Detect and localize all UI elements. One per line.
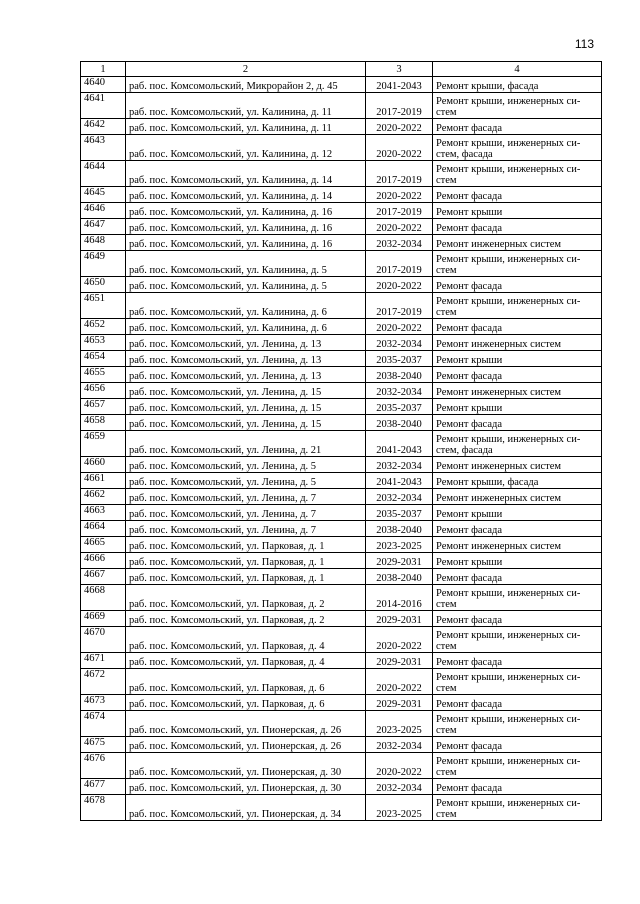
years-cell: 2032-2034 <box>366 779 433 795</box>
years-cell: 2035-2037 <box>366 505 433 521</box>
address-cell: раб. пос. Комсомольский, ул. Калинина, д. 12 <box>126 135 366 161</box>
work-type-cell <box>433 135 602 161</box>
table-row <box>81 351 602 367</box>
work-type-cell <box>433 489 602 505</box>
work-type-line: Ремонт крыши, инженерных си- <box>436 630 581 641</box>
work-type-cell <box>433 77 602 93</box>
row-number: 4669 <box>81 611 126 627</box>
work-type-line: Ремонт инженерных систем <box>436 493 562 504</box>
address-cell: раб. пос. Комсомольский, ул. Калинина, д. 16 <box>126 219 366 235</box>
work-type-line: стем <box>436 107 457 118</box>
row-number: 4657 <box>81 399 126 415</box>
row-number: 4666 <box>81 553 126 569</box>
work-type-line: Ремонт крыши, инженерных си- <box>436 434 581 445</box>
work-type-line: стем <box>436 599 457 610</box>
row-number: 4670 <box>81 627 126 653</box>
work-type-cell <box>433 119 602 135</box>
table-row <box>81 521 602 537</box>
table-row <box>81 795 602 821</box>
work-type-cell <box>433 277 602 293</box>
table-row <box>81 669 602 695</box>
years-cell: 2017-2019 <box>366 203 433 219</box>
years-cell: 2038-2040 <box>366 521 433 537</box>
work-type-line: стем <box>436 683 457 694</box>
work-type-cell <box>433 569 602 585</box>
years-cell: 2032-2034 <box>366 235 433 251</box>
row-number: 4648 <box>81 235 126 251</box>
work-type-line: Ремонт крыши <box>436 355 503 366</box>
years-cell: 2035-2037 <box>366 399 433 415</box>
header-col-4: 4 <box>433 62 602 77</box>
address-cell: раб. пос. Комсомольский, ул. Парковая, д. 6 <box>126 695 366 711</box>
table-row <box>81 779 602 795</box>
row-number: 4643 <box>81 135 126 161</box>
table-row <box>81 383 602 399</box>
address-cell: раб. пос. Комсомольский, ул. Калинина, д. 16 <box>126 203 366 219</box>
years-cell: 2032-2034 <box>366 489 433 505</box>
work-type-cell <box>433 251 602 277</box>
row-number: 4642 <box>81 119 126 135</box>
work-type-line: Ремонт крыши, фасада <box>436 81 539 92</box>
table-row <box>81 653 602 669</box>
address-cell: раб. пос. Комсомольский, ул. Пионерская, д. 26 <box>126 737 366 753</box>
work-type-line: Ремонт крыши, фасада <box>436 477 539 488</box>
table-header <box>81 62 602 77</box>
years-cell: 2017-2019 <box>366 93 433 119</box>
years-cell: 2029-2031 <box>366 553 433 569</box>
years-cell: 2014-2016 <box>366 585 433 611</box>
years-cell: 2017-2019 <box>366 251 433 277</box>
work-type-cell <box>433 457 602 473</box>
row-number: 4646 <box>81 203 126 219</box>
work-type-cell <box>433 383 602 399</box>
row-number: 4645 <box>81 187 126 203</box>
address-cell: раб. пос. Комсомольский, ул. Парковая, д. 4 <box>126 627 366 653</box>
work-type-line: стем <box>436 175 457 186</box>
years-cell: 2032-2034 <box>366 457 433 473</box>
table-row <box>81 473 602 489</box>
work-type-cell <box>433 521 602 537</box>
years-cell: 2020-2022 <box>366 669 433 695</box>
row-number: 4644 <box>81 161 126 187</box>
row-number: 4675 <box>81 737 126 753</box>
years-cell: 2020-2022 <box>366 277 433 293</box>
work-type-line: Ремонт фасада <box>436 323 503 334</box>
table-row <box>81 367 602 383</box>
work-type-line: Ремонт крыши <box>436 207 503 218</box>
address-cell: раб. пос. Комсомольский, ул. Калинина, д. 14 <box>126 187 366 203</box>
row-number: 4653 <box>81 335 126 351</box>
years-cell: 2041-2043 <box>366 431 433 457</box>
table-row <box>81 431 602 457</box>
row-number: 4662 <box>81 489 126 505</box>
address-cell: раб. пос. Комсомольский, ул. Калинина, д. 6 <box>126 319 366 335</box>
row-number: 4652 <box>81 319 126 335</box>
work-type-line: Ремонт крыши, инженерных си- <box>436 588 581 599</box>
years-cell: 2032-2034 <box>366 737 433 753</box>
address-cell: раб. пос. Комсомольский, ул. Калинина, д. 11 <box>126 119 366 135</box>
address-cell: раб. пос. Комсомольский, ул. Ленина, д. 13 <box>126 351 366 367</box>
address-cell: раб. пос. Комсомольский, ул. Пионерская, д. 26 <box>126 711 366 737</box>
work-type-line: Ремонт крыши, инженерных си- <box>436 672 581 683</box>
work-type-line: Ремонт фасада <box>436 419 503 430</box>
work-type-line: стем <box>436 725 457 736</box>
address-cell: раб. пос. Комсомольский, ул. Пионерская, д. 34 <box>126 795 366 821</box>
address-cell: раб. пос. Комсомольский, ул. Ленина, д. 7 <box>126 505 366 521</box>
row-number: 4656 <box>81 383 126 399</box>
address-cell: раб. пос. Комсомольский, ул. Парковая, д. 6 <box>126 669 366 695</box>
years-cell: 2038-2040 <box>366 367 433 383</box>
table-row <box>81 135 602 161</box>
work-type-cell <box>433 161 602 187</box>
work-type-cell <box>433 611 602 627</box>
address-cell: раб. пос. Комсомольский, ул. Парковая, д. 1 <box>126 569 366 585</box>
work-type-cell <box>433 219 602 235</box>
work-type-cell <box>433 235 602 251</box>
table-row <box>81 293 602 319</box>
years-cell: 2017-2019 <box>366 293 433 319</box>
table-row <box>81 489 602 505</box>
work-type-line: Ремонт фасада <box>436 741 503 752</box>
row-number: 4677 <box>81 779 126 795</box>
years-cell: 2020-2022 <box>366 219 433 235</box>
work-type-line: Ремонт крыши <box>436 403 503 414</box>
years-cell: 2041-2043 <box>366 77 433 93</box>
work-type-line: стем <box>436 767 457 778</box>
work-type-line: стем, фасада <box>436 445 493 456</box>
address-cell: раб. пос. Комсомольский, ул. Парковая, д. 4 <box>126 653 366 669</box>
work-type-line: Ремонт фасада <box>436 191 503 202</box>
row-number: 4651 <box>81 293 126 319</box>
table-row <box>81 203 602 219</box>
row-number: 4655 <box>81 367 126 383</box>
address-cell: раб. пос. Комсомольский, ул. Калинина, д. 6 <box>126 293 366 319</box>
years-cell: 2020-2022 <box>366 119 433 135</box>
years-cell: 2029-2031 <box>366 611 433 627</box>
work-type-line: Ремонт крыши <box>436 557 503 568</box>
years-cell: 2032-2034 <box>366 335 433 351</box>
table-row <box>81 753 602 779</box>
work-type-line: Ремонт фасада <box>436 699 503 710</box>
address-cell: раб. пос. Комсомольский, ул. Ленина, д. 15 <box>126 399 366 415</box>
table-row <box>81 319 602 335</box>
table-row <box>81 93 602 119</box>
table-row <box>81 251 602 277</box>
row-number: 4647 <box>81 219 126 235</box>
work-type-line: Ремонт фасада <box>436 525 503 536</box>
address-cell: раб. пос. Комсомольский, Микрорайон 2, д. 45 <box>126 77 366 93</box>
address-cell: раб. пос. Комсомольский, ул. Ленина, д. 5 <box>126 457 366 473</box>
header-row <box>81 62 602 77</box>
row-number: 4640 <box>81 77 126 93</box>
row-number: 4673 <box>81 695 126 711</box>
work-type-line: Ремонт фасада <box>436 783 503 794</box>
table-row <box>81 119 602 135</box>
years-cell: 2029-2031 <box>366 653 433 669</box>
row-number: 4671 <box>81 653 126 669</box>
row-number: 4672 <box>81 669 126 695</box>
work-type-cell <box>433 367 602 383</box>
work-type-cell <box>433 187 602 203</box>
table-row <box>81 569 602 585</box>
work-type-line: Ремонт фасада <box>436 573 503 584</box>
work-type-cell <box>433 431 602 457</box>
work-type-cell <box>433 537 602 553</box>
table-row <box>81 457 602 473</box>
years-cell: 2023-2025 <box>366 711 433 737</box>
work-type-cell <box>433 293 602 319</box>
table-row <box>81 585 602 611</box>
table-row <box>81 187 602 203</box>
table-row <box>81 537 602 553</box>
work-type-line: стем <box>436 265 457 276</box>
work-type-line: Ремонт крыши, инженерных си- <box>436 798 581 809</box>
address-cell: раб. пос. Комсомольский, ул. Калинина, д. 5 <box>126 251 366 277</box>
work-type-line: Ремонт крыши, инженерных си- <box>436 164 581 175</box>
work-type-line: Ремонт крыши, инженерных си- <box>436 96 581 107</box>
row-number: 4641 <box>81 93 126 119</box>
address-cell: раб. пос. Комсомольский, ул. Ленина, д. 7 <box>126 521 366 537</box>
address-cell: раб. пос. Комсомольский, ул. Пионерская, д. 30 <box>126 753 366 779</box>
address-cell: раб. пос. Комсомольский, ул. Ленина, д. 5 <box>126 473 366 489</box>
work-type-cell <box>433 711 602 737</box>
address-cell: раб. пос. Комсомольский, ул. Ленина, д. 13 <box>126 367 366 383</box>
work-type-line: Ремонт крыши, инженерных си- <box>436 254 581 265</box>
work-type-line: Ремонт фасада <box>436 657 503 668</box>
years-cell: 2023-2025 <box>366 795 433 821</box>
table-row <box>81 161 602 187</box>
row-number: 4660 <box>81 457 126 473</box>
table-row <box>81 399 602 415</box>
table-row <box>81 219 602 235</box>
years-cell: 2035-2037 <box>366 351 433 367</box>
address-cell: раб. пос. Комсомольский, ул. Ленина, д. 15 <box>126 383 366 399</box>
years-cell: 2020-2022 <box>366 135 433 161</box>
address-cell: раб. пос. Комсомольский, ул. Ленина, д. 21 <box>126 431 366 457</box>
work-type-cell <box>433 779 602 795</box>
table-row <box>81 737 602 753</box>
work-type-line: Ремонт фасада <box>436 615 503 626</box>
row-number: 4676 <box>81 753 126 779</box>
years-cell: 2020-2022 <box>366 627 433 653</box>
header-col-3: 3 <box>366 62 433 77</box>
work-type-cell <box>433 553 602 569</box>
table-row <box>81 611 602 627</box>
table-row <box>81 553 602 569</box>
work-type-cell <box>433 695 602 711</box>
work-type-line: стем, фасада <box>436 149 493 160</box>
years-cell: 2041-2043 <box>366 473 433 489</box>
years-cell: 2017-2019 <box>366 161 433 187</box>
row-number: 4649 <box>81 251 126 277</box>
work-type-line: Ремонт фасада <box>436 281 503 292</box>
table-row <box>81 415 602 431</box>
table-body <box>81 77 602 821</box>
row-number: 4678 <box>81 795 126 821</box>
work-type-cell <box>433 669 602 695</box>
row-number: 4663 <box>81 505 126 521</box>
repair-schedule-table <box>80 61 602 821</box>
work-type-cell <box>433 415 602 431</box>
work-type-line: Ремонт фасада <box>436 371 503 382</box>
work-type-line: стем <box>436 641 457 652</box>
header-col-2: 2 <box>126 62 366 77</box>
work-type-line: Ремонт инженерных систем <box>436 461 562 472</box>
work-type-cell <box>433 585 602 611</box>
page-number: 113 <box>574 37 594 51</box>
work-type-line: Ремонт инженерных систем <box>436 387 562 398</box>
work-type-line: Ремонт инженерных систем <box>436 339 562 350</box>
years-cell: 2029-2031 <box>366 695 433 711</box>
table-row <box>81 711 602 737</box>
address-cell: раб. пос. Комсомольский, ул. Парковая, д. 1 <box>126 553 366 569</box>
work-type-line: Ремонт крыши, инженерных си- <box>436 296 581 307</box>
row-number: 4668 <box>81 585 126 611</box>
row-number: 4658 <box>81 415 126 431</box>
address-cell: раб. пос. Комсомольский, ул. Калинина, д. 14 <box>126 161 366 187</box>
table-row <box>81 335 602 351</box>
work-type-cell <box>433 351 602 367</box>
address-cell: раб. пос. Комсомольский, ул. Калинина, д. 11 <box>126 93 366 119</box>
work-type-line: стем <box>436 809 457 820</box>
work-type-line: Ремонт крыши <box>436 509 503 520</box>
years-cell: 2038-2040 <box>366 569 433 585</box>
table-row <box>81 235 602 251</box>
row-number: 4667 <box>81 569 126 585</box>
work-type-cell <box>433 627 602 653</box>
row-number: 4650 <box>81 277 126 293</box>
years-cell: 2020-2022 <box>366 187 433 203</box>
work-type-line: Ремонт инженерных систем <box>436 239 562 250</box>
years-cell: 2020-2022 <box>366 753 433 779</box>
work-type-cell <box>433 473 602 489</box>
address-cell: раб. пос. Комсомольский, ул. Калинина, д. 16 <box>126 235 366 251</box>
row-number: 4665 <box>81 537 126 553</box>
work-type-line: Ремонт инженерных систем <box>436 541 562 552</box>
header-col-1: 1 <box>81 62 126 77</box>
years-cell: 2032-2034 <box>366 383 433 399</box>
work-type-cell <box>433 653 602 669</box>
row-number: 4674 <box>81 711 126 737</box>
work-type-line: Ремонт крыши, инженерных си- <box>436 714 581 725</box>
row-number: 4661 <box>81 473 126 489</box>
work-type-cell <box>433 203 602 219</box>
table-row <box>81 277 602 293</box>
table-row <box>81 505 602 521</box>
years-cell: 2038-2040 <box>366 415 433 431</box>
address-cell: раб. пос. Комсомольский, ул. Парковая, д. 2 <box>126 585 366 611</box>
work-type-line: стем <box>436 307 457 318</box>
work-type-line: Ремонт фасада <box>436 223 503 234</box>
work-type-cell <box>433 319 602 335</box>
table-row <box>81 77 602 93</box>
work-type-line: Ремонт крыши, инженерных си- <box>436 756 581 767</box>
address-cell: раб. пос. Комсомольский, ул. Пионерская, д. 30 <box>126 779 366 795</box>
years-cell: 2023-2025 <box>366 537 433 553</box>
table-row <box>81 695 602 711</box>
years-cell: 2020-2022 <box>366 319 433 335</box>
work-type-line: Ремонт фасада <box>436 123 503 134</box>
address-cell: раб. пос. Комсомольский, ул. Ленина, д. 7 <box>126 489 366 505</box>
work-type-cell <box>433 93 602 119</box>
table-row <box>81 627 602 653</box>
work-type-cell <box>433 505 602 521</box>
work-type-line: Ремонт крыши, инженерных си- <box>436 138 581 149</box>
work-type-cell <box>433 795 602 821</box>
address-cell: раб. пос. Комсомольский, ул. Ленина, д. 15 <box>126 415 366 431</box>
row-number: 4659 <box>81 431 126 457</box>
address-cell: раб. пос. Комсомольский, ул. Ленина, д. 13 <box>126 335 366 351</box>
row-number: 4654 <box>81 351 126 367</box>
work-type-cell <box>433 335 602 351</box>
work-type-cell <box>433 737 602 753</box>
address-cell: раб. пос. Комсомольский, ул. Калинина, д. 5 <box>126 277 366 293</box>
row-number: 4664 <box>81 521 126 537</box>
work-type-cell <box>433 399 602 415</box>
address-cell: раб. пос. Комсомольский, ул. Парковая, д. 2 <box>126 611 366 627</box>
address-cell: раб. пос. Комсомольский, ул. Парковая, д. 1 <box>126 537 366 553</box>
work-type-cell <box>433 753 602 779</box>
